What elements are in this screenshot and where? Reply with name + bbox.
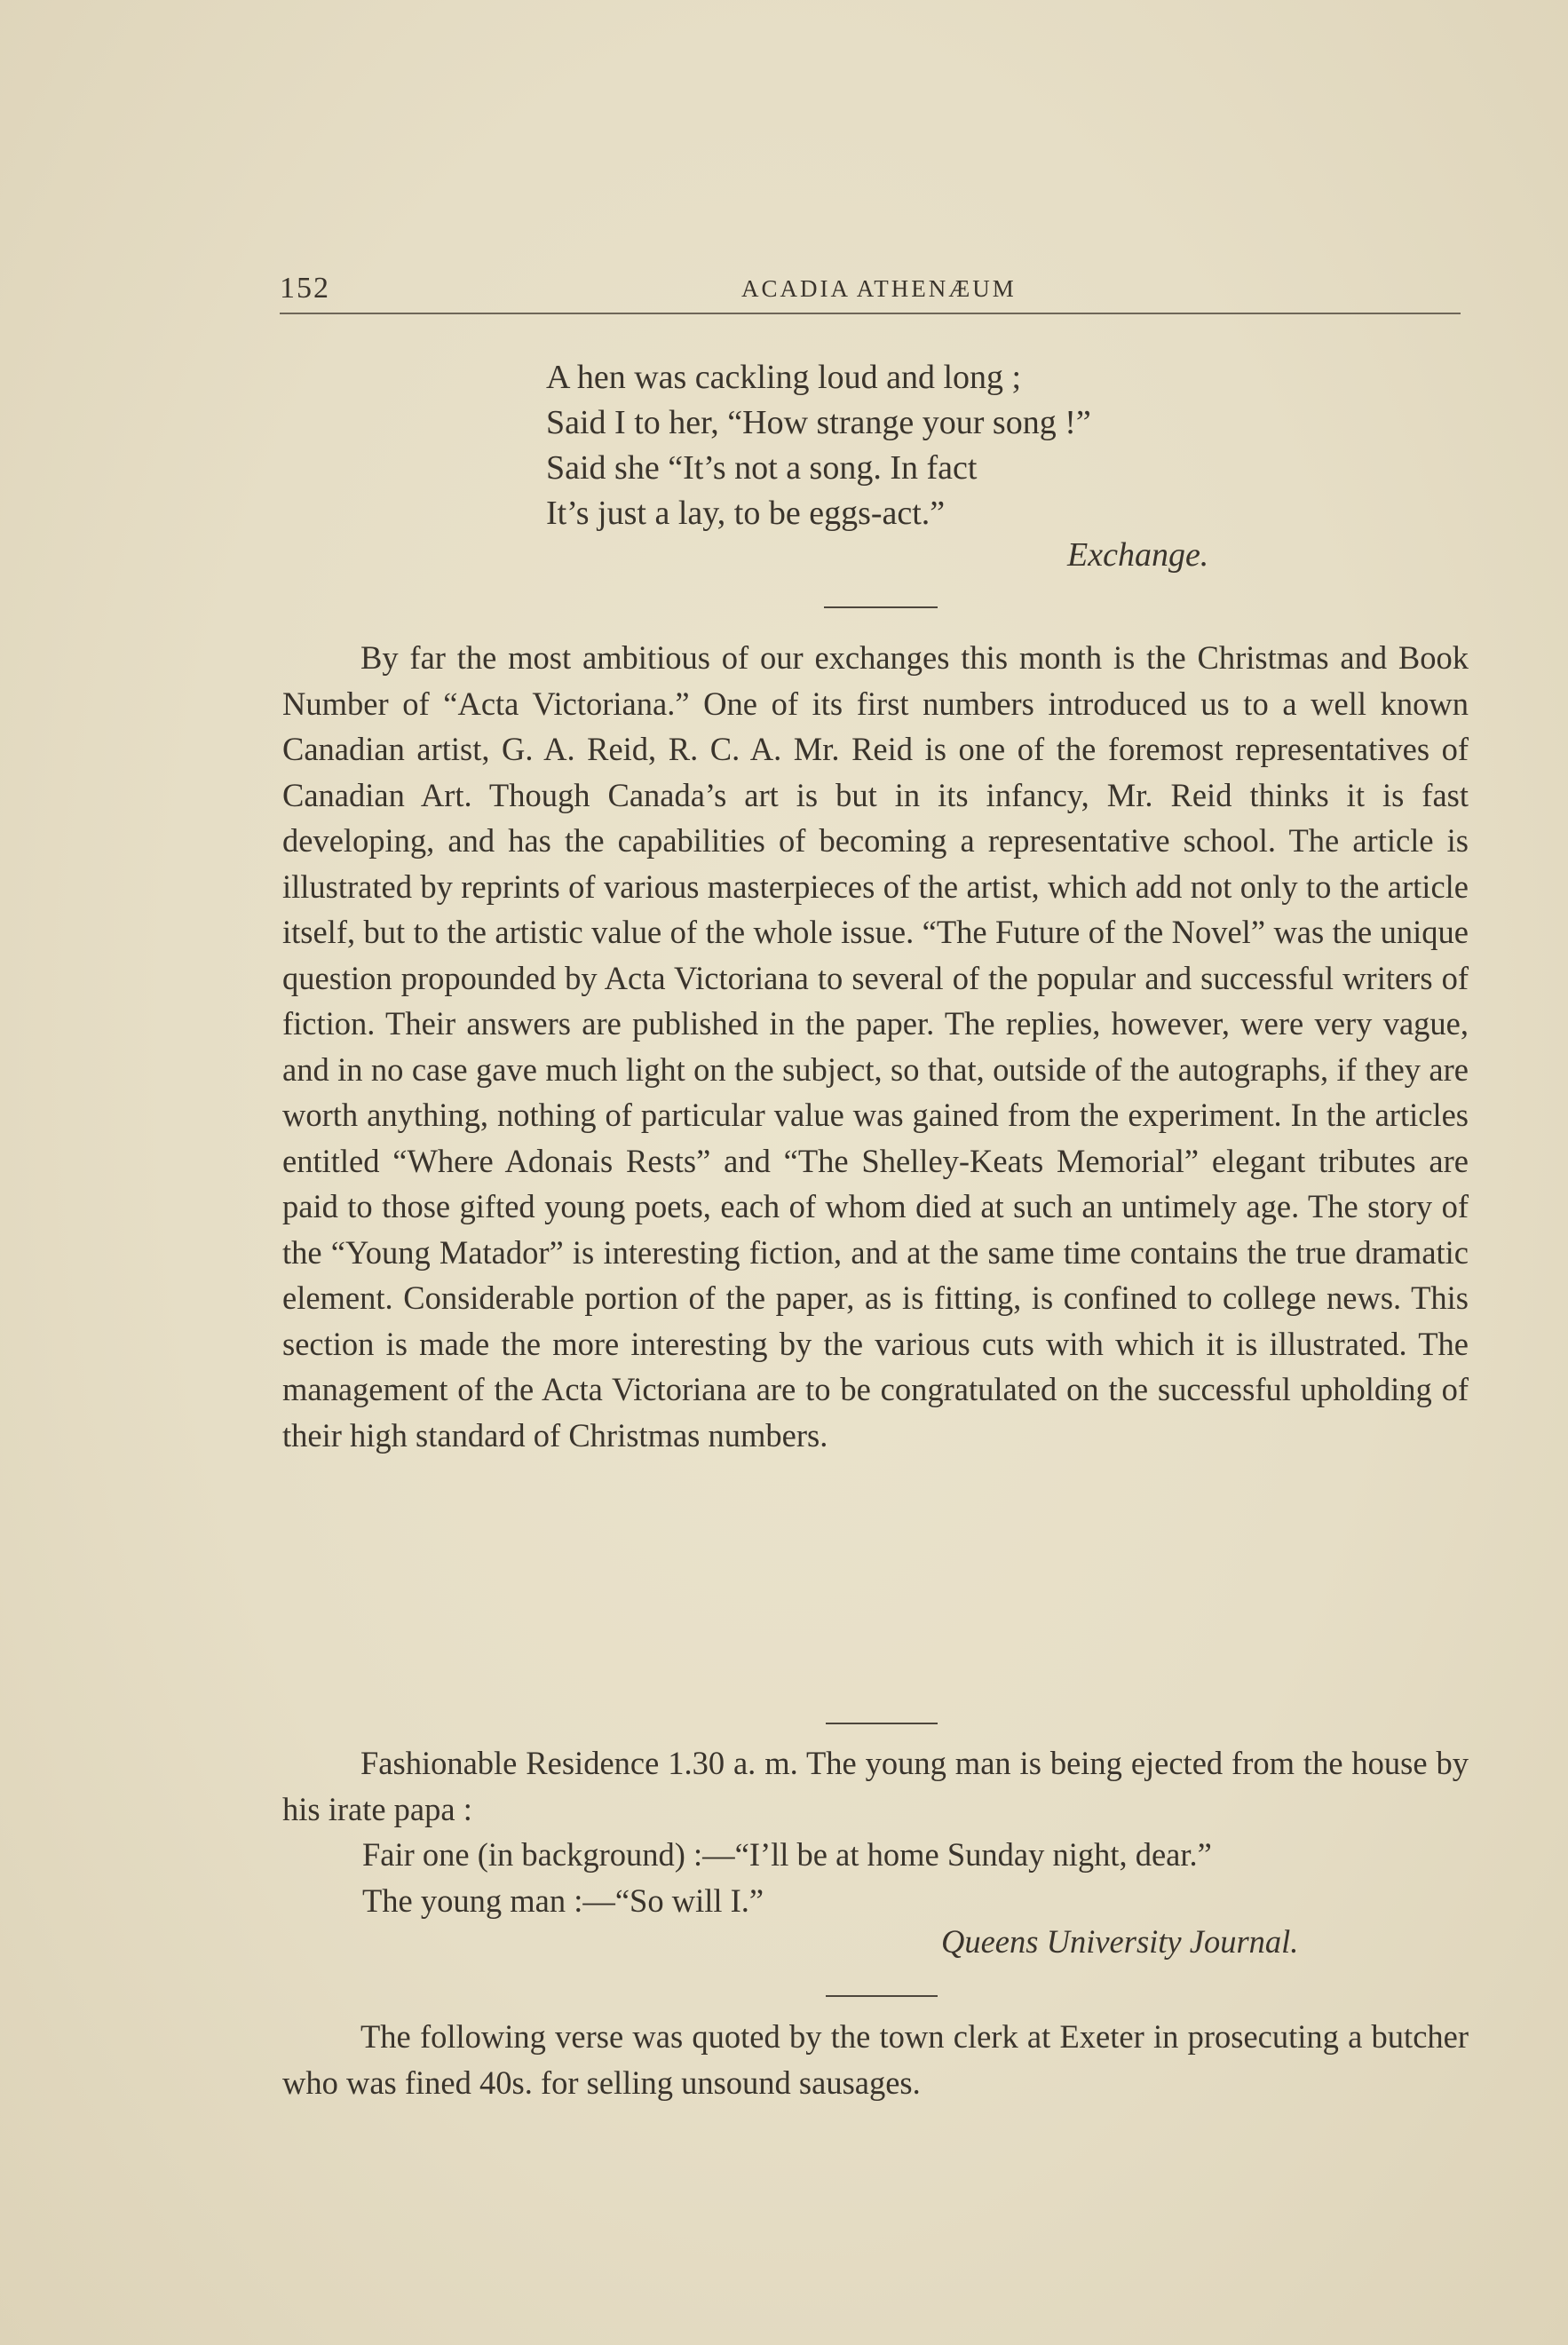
closing-paragraph: The following verse was quoted by the town clerk at Exeter in prosecuting a butcher who was fined 40s. for selling unsound sausages. bbox=[282, 2018, 1469, 2101]
verse-line: Said I to her, “How strange your song !” bbox=[546, 404, 1091, 441]
dialogue bbox=[362, 1832, 1481, 1924]
verse-line: It’s just a lay, to be eggs-act.” bbox=[546, 495, 946, 532]
verse-line: A hen was cackling loud and long ; bbox=[546, 359, 1022, 396]
fashionable-residence-intro: Fashionable Residence 1.30 a. m. The young man is being ejected from the house by his irate papa : bbox=[282, 1745, 1469, 1827]
dialogue-attribution: Queens University Journal. bbox=[941, 1923, 1299, 1960]
section-divider bbox=[826, 1995, 938, 1997]
section-divider bbox=[824, 606, 938, 608]
verse-line: Said she “It’s not a song. In fact bbox=[546, 449, 978, 487]
running-header bbox=[280, 266, 1461, 314]
section-divider bbox=[826, 1723, 938, 1724]
verse-attribution: Exchange. bbox=[1067, 536, 1209, 574]
dialogue-line: Fair one (in background) :—“I’ll be at home Sunday night, dear.” bbox=[362, 1836, 1212, 1873]
dialogue-line: The young man :—“So will I.” bbox=[362, 1882, 764, 1919]
hen-verse bbox=[546, 355, 1256, 536]
page-number: 152 bbox=[280, 272, 330, 305]
running-title: ACADIA ATHENÆUM bbox=[741, 275, 1017, 302]
acta-victoriana-paragraph: By far the most ambitious of our exchanges this month is the Christmas and Book Number of “Acta Victoriana.” One of its first numbers introduced us to a well known Canadian artist, G. A. Reid, R. C. A. Mr. Reid is one of the foremost representatives of Canadian Art. Though Canada’s art is but in its infancy, Mr. Reid thinks it is fast developing, and has the capabilities of becoming a representative school. The article is illustrated by reprints of various masterpieces of the artist, which add not only to the article itself, but to the artistic value of the whole issue. “The Future of the Novel” was the unique question propounded by Acta Victoriana to several of the popular and successful writers of fiction. Their answers are published in the paper. The replies, however, were very vague, and in no case gave much light on the subject, so that, outside of the autographs, if they are worth anything, nothing of particular value was gained from the experiment. In the articles entitled “Where Adonais Rests” and “The Shelley-Keats Memorial” elegant tributes are paid to those gifted young poets, each of whom died at such an untimely age. The story of the “Young Matador” is interesting fiction, and at the same time contains the true dramatic element. Considerable portion of the paper, as is fitting, is confined to college news. This section is made the more interesting by the various cuts with which it is illustrated. The management of the Acta Victoriana are to be congratulated on the successful upholding of their high standard of Christmas numbers. bbox=[282, 639, 1469, 1454]
